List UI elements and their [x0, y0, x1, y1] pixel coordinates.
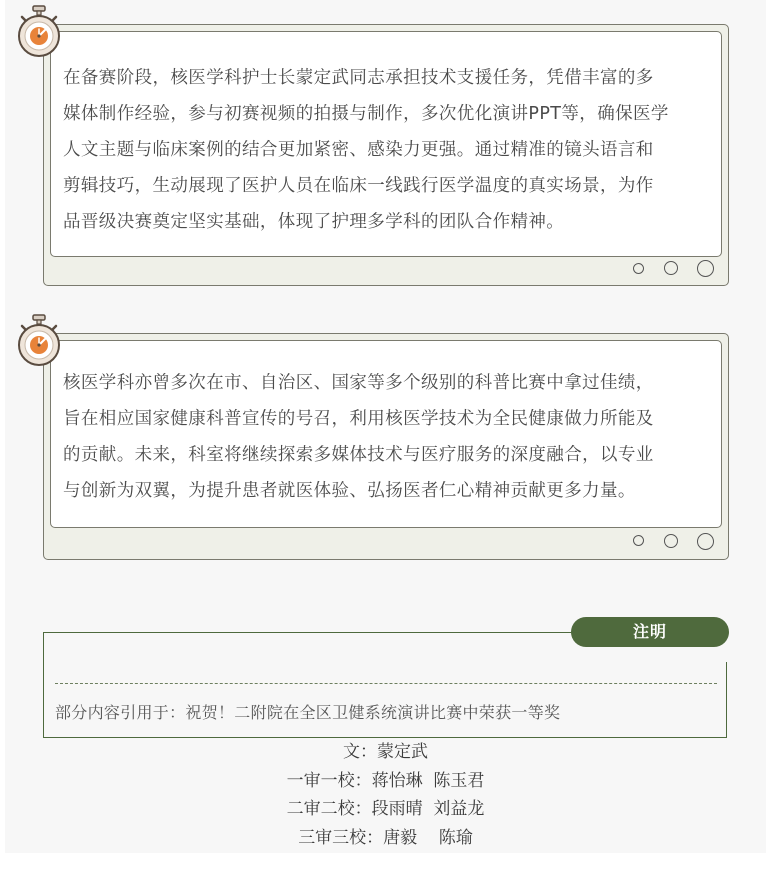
note-border-top — [43, 632, 573, 633]
card-2-text — [63, 365, 711, 509]
stopwatch-icon — [15, 5, 63, 59]
credit-review-3: 三审三校：唐毅 陈瑜 — [298, 827, 473, 848]
note-border-left — [43, 632, 44, 738]
text-card-1 — [43, 24, 729, 286]
medium-circle-icon — [664, 534, 678, 548]
large-circle-icon — [697, 260, 714, 277]
card-1-line: 剪辑技巧，生动展现了医护人员在临床一线践行医学温度的真实场景，为作 — [63, 176, 654, 196]
credit-author: 文：蒙定武 — [343, 742, 428, 762]
credits — [5, 738, 766, 852]
note-border-right — [726, 662, 727, 738]
card-2-line: 旨在相应国家健康科普宣传的号召，利用核医学技术为全民健康做力所能及 — [63, 409, 654, 429]
small-circle-icon — [633, 263, 644, 274]
card-2-line: 的贡献。未来，科室将继续探索多媒体技术与医疗服务的深度融合，以专业 — [63, 445, 654, 465]
text-card-1-inner — [50, 31, 722, 257]
large-circle-icon — [697, 533, 714, 550]
credit-review-2: 二审二校：段雨晴 刘益龙 — [286, 799, 485, 819]
card-1-line: 在备赛阶段，核医学科护士长蒙定武同志承担技术支援任务，凭借丰富的多 — [63, 68, 654, 88]
text-card-2-inner — [50, 340, 722, 528]
credit-review-1: 一审一校：蒋怡琳 陈玉君 — [286, 770, 485, 791]
medium-circle-icon — [664, 261, 678, 275]
note-badge: 注明 — [571, 617, 729, 647]
small-circle-icon — [633, 535, 644, 546]
card-2-line: 核医学科亦曾多次在市、自治区、国家等多个级别的科普比赛中拿过佳绩， — [63, 373, 654, 393]
page — [5, 0, 766, 853]
card-2-line: 与创新为双翼，为提升患者就医体验、弘扬医者仁心精神贡献更多力量。 — [63, 481, 636, 501]
text-card-2 — [43, 333, 729, 560]
note-box — [43, 622, 727, 738]
card-1-line: 品晋级决赛奠定坚实基础，体现了护理多学科的团队合作精神。 — [63, 212, 565, 232]
card-1-text — [63, 60, 711, 240]
card-1-line: 媒体制作经验，参与初赛视频的拍摄与制作，多次优化演讲PPT等，确保医学 — [63, 104, 669, 124]
note-text: 部分内容引用于：祝贺！二附院在全区卫健系统演讲比赛中荣获一等奖 — [55, 703, 561, 722]
card-1-line: 人文主题与临床案例的结合更加紧密、感染力更强。通过精准的镜头语言和 — [63, 140, 654, 160]
note-divider — [55, 683, 717, 684]
stopwatch-icon — [15, 314, 63, 368]
